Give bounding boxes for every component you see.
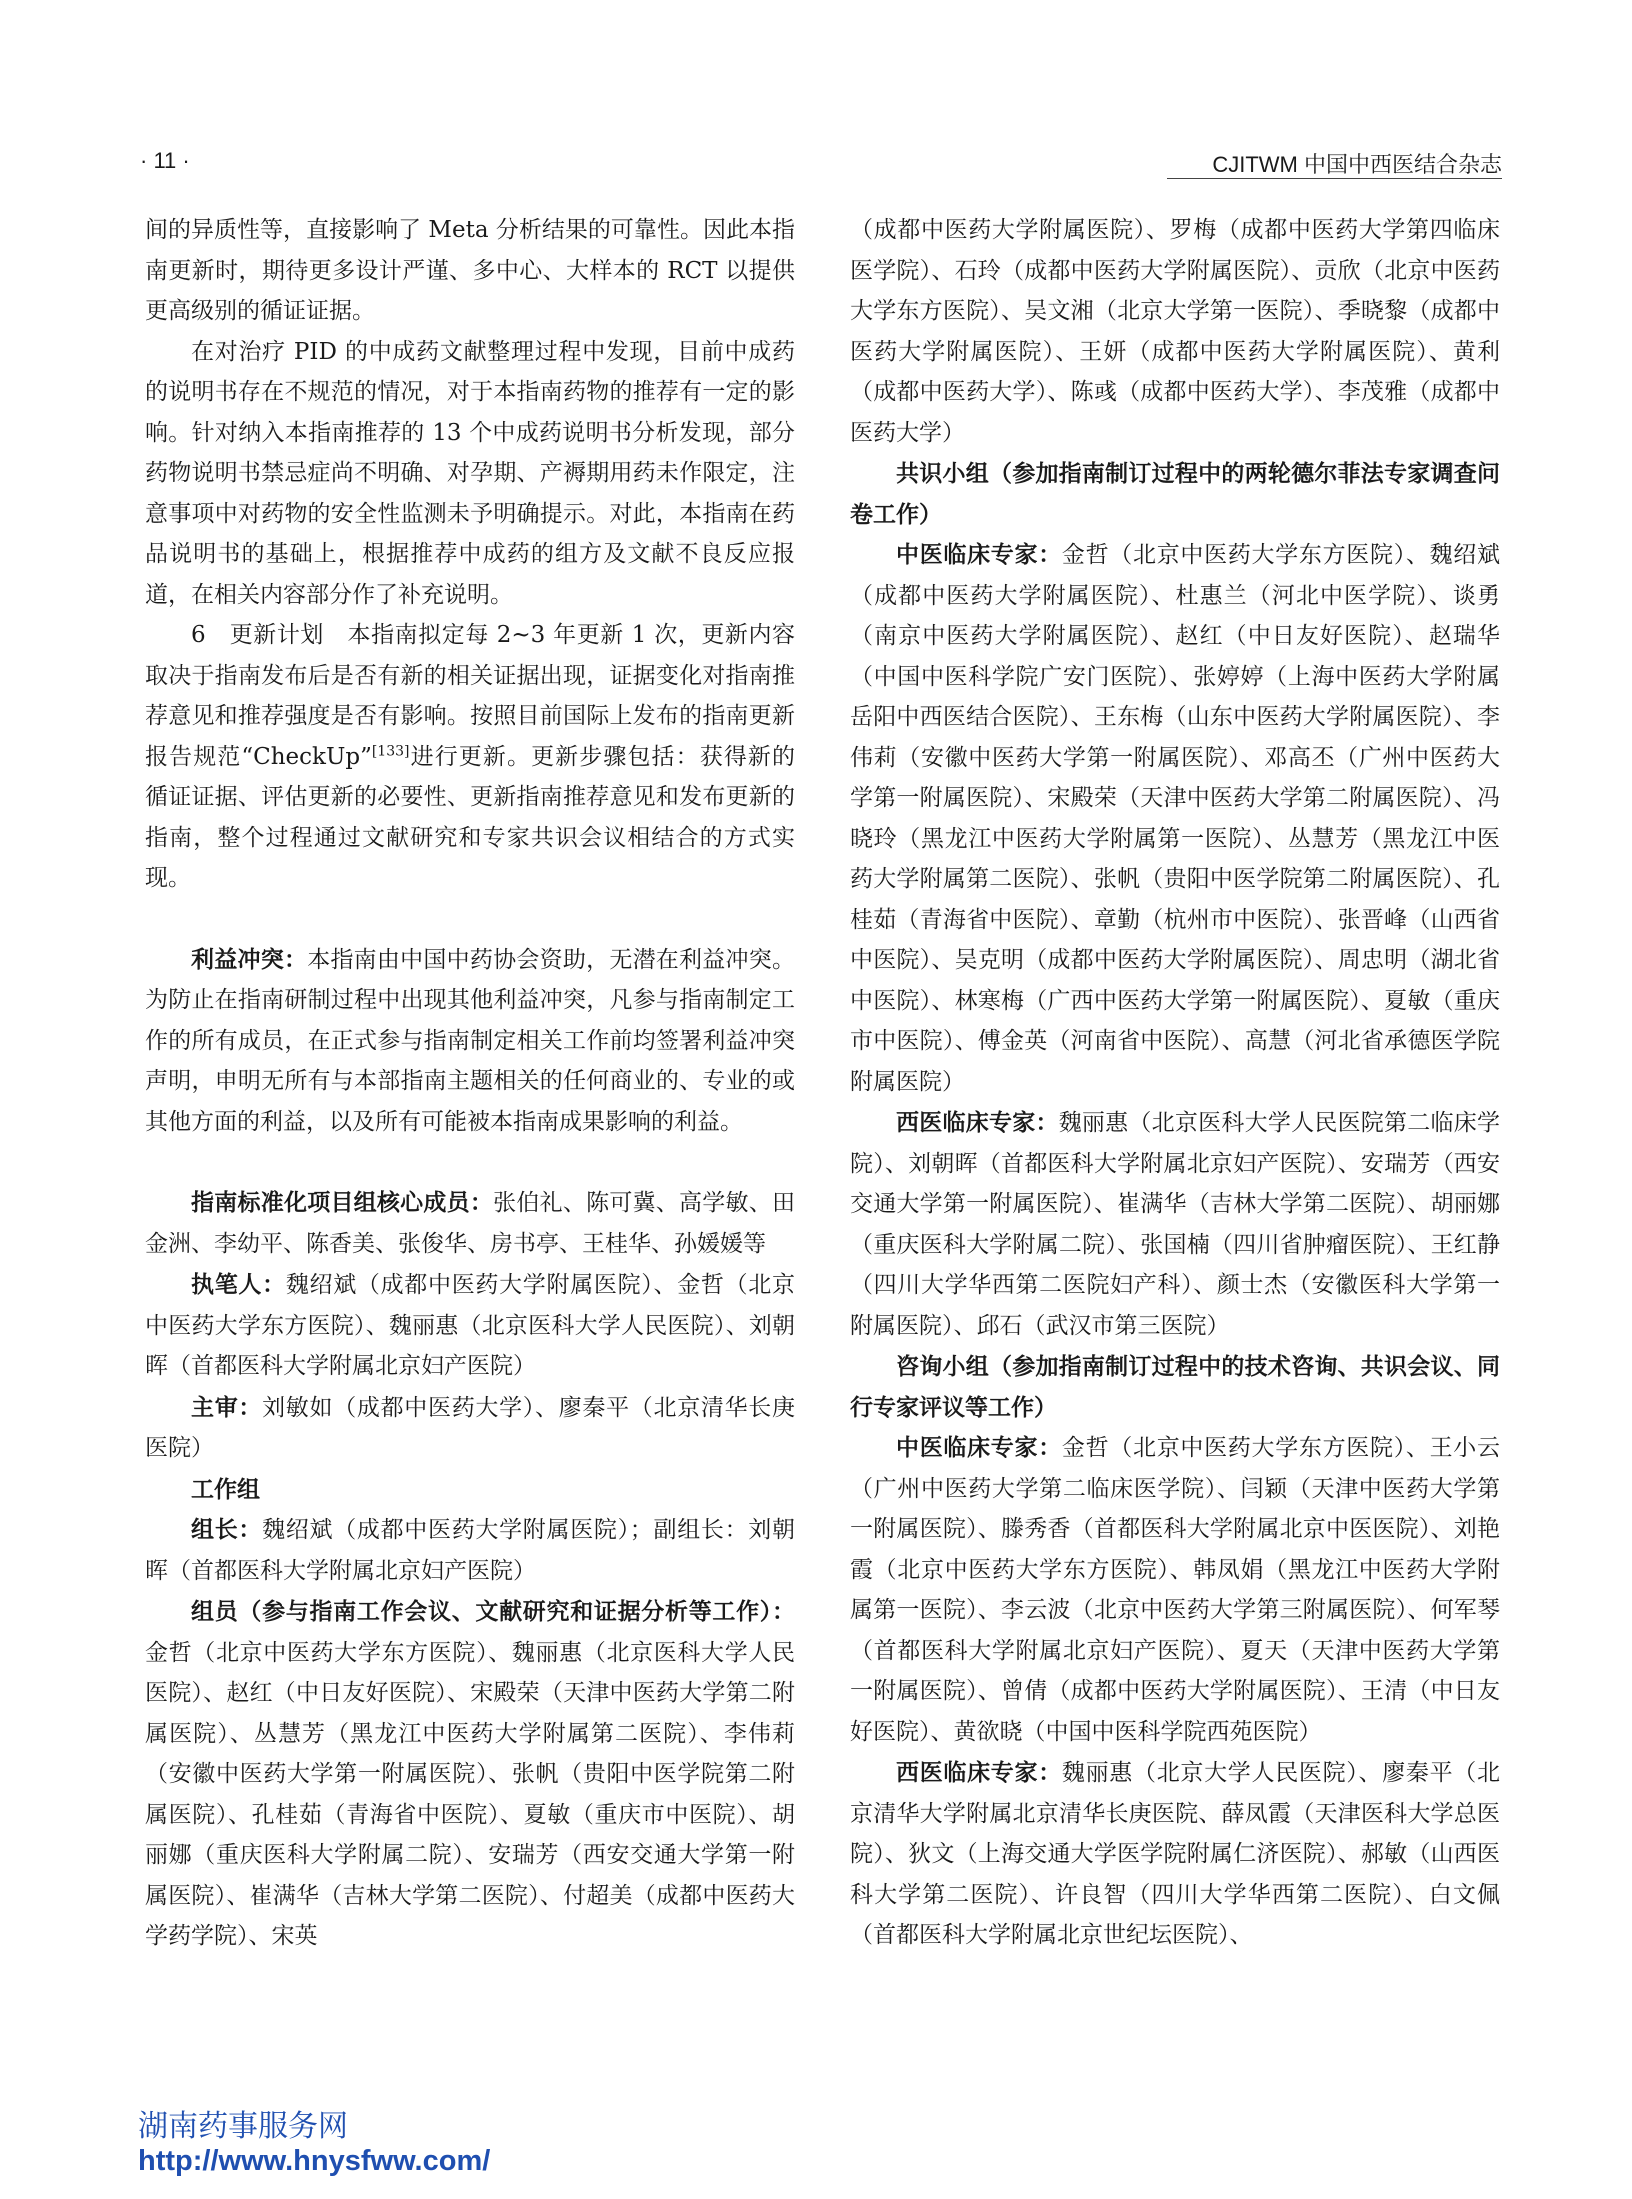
group-members: 组员（参与指南工作会议、文献研究和证据分析等工作）：金哲（北京中医药大学东方医院）、魏丽惠（北京医科大学人民医院）、赵红（中日友好医院）、宋殿荣（天津中医药大学第二附属医院）、丛慧芳（黑龙江中医药大学附属第二医院）、李伟莉（安徽中医药大学第一附属医院）、张帆（贵阳中医学院第二附属医院）、孔桂茹（青海省中医院）、夏敏（重庆市中医院）、胡丽娜（重庆医科大学附属二院）、安瑞芳（西安交通大学第一附属医院）、崔满华（吉林大学第二医院）、付超美（成都中医药大学药学院）、宋英 [145,1598,795,1949]
core-members: 指南标准化项目组核心成员：张伯礼、陈可冀、高学敏、田金洲、李幼平、陈香美、张俊华、房书亭、王桂华、孙媛媛等 [145,1189,796,1257]
update-plan-paragraph: 6 更新计划 本指南拟定每 2~3 年更新 1 次，更新内容取决于指南发布后是否有新的相关证据出现，证据变化对指南推荐意见和推荐强度是否有影响。按照目前国际上发布的指南更新报告规范“CheckUp”[133]进行更新。更新步骤包括：获得新的循证证据、评估更新的必要性、更新指南推荐意见和发布更新的指南，整个过程通过文献研究和专家共识会议相结合的方式实现。 [145,622,795,891]
tcm-label: 中医临床专家： [896,1434,1062,1460]
leader-label: 组长： [191,1516,263,1542]
watermark-url[interactable]: http://www.hnysfww.com/ [138,2145,491,2177]
citation[interactable]: [133] [371,742,410,759]
watermark [138,2110,490,2178]
core-label: 指南标准化项目组核心成员： [191,1189,494,1215]
consensus-group-heading: 共识小组（参加指南制订过程中的两轮德尔菲法专家调查问卷工作） [850,460,1500,527]
coi-label: 利益冲突： [191,945,308,972]
page-number: · 11 · [140,148,190,173]
consult-group-heading: 咨询小组（参加指南制订过程中的技术咨询、共识会议、同行专家评议等工作） [850,1353,1500,1420]
consult-western-experts: 西医临床专家：魏丽惠（北京大学人民医院）、廖秦平（北京清华大学附属北京清华长庚医院、薛凤霞（天津医科大学总医院）、狄文（上海交通大学医学院附属仁济医院）、郝敏（山西医科大学第二医院）、许良智（四川大学华西第二医院）、白文佩（首都医科大学附属北京世纪坛医院）、 [850,1759,1501,1948]
reviewers: 主审：刘敏如（成都中医药大学）、廖秦平（北京清华长庚医院） [145,1393,796,1461]
journal-name: CJITWM 中国中西医结合杂志 [1212,152,1502,177]
tcm-label: 中医临床专家： [896,541,1062,567]
reviewer-label: 主审： [191,1393,263,1420]
workgroup-heading: 工作组 [191,1475,260,1502]
page-header [140,140,1502,180]
left-column [145,210,795,1957]
western-label: 西医临床专家： [896,1109,1059,1135]
paragraph: 间的异质性等，直接影响了 Meta 分析结果的可靠性。因此本指南更新时，期待更多设计严谨、多中心、大样本的 RCT 以提供更高级别的循证证据。 [145,217,795,324]
spacer [145,899,795,939]
writer-label: 执笔人： [191,1271,286,1297]
group-leader: 组长：魏绍斌（成都中医药大学附属医院）；副组长：刘朝晖（首都医科大学附属北京妇产医院） [145,1516,796,1584]
spacer [145,1142,795,1182]
consensus-tcm-experts: 中医临床专家：金哲（北京中医药大学东方医院）、魏绍斌（成都中医药大学附属医院）、杜惠兰（河北中医学院）、谈勇（南京中医药大学附属医院）、赵红（中日友好医院）、赵瑞华（中国中医科学院广安门医院）、张婷婷（上海中医药大学附属岳阳中西医结合医院）、王东梅（山东中医药大学附属医院）、李伟莉（安徽中医药大学第一附属医院）、邓高丕（广州中医药大学第一附属医院）、宋殿荣（天津中医药大学第二附属医院）、冯晓玲（黑龙江中医药大学附属第一医院）、丛慧芳（黑龙江中医药大学附属第二医院）、张帆（贵阳中医学院第二附属医院）、孔桂茹（青海省中医院）、章勤（杭州市中医院）、张晋峰（山西省中医院）、吴克明（成都中医药大学附属医院）、周忠明（湖北省中医院）、林寒梅（广西中医药大学第一附属医院）、夏敏（重庆市中医院）、傅金英（河南省中医院）、高慧（河北省承德医学院附属医院） [850,541,1501,1095]
members-continued: （成都中医药大学附属医院）、罗梅（成都中医药大学第四临床医学院）、石玲（成都中医药大学附属医院）、贡欣（北京中医药大学东方医院）、吴文湘（北京大学第一医院）、季晓黎（成都中医药大学附属医院）、王妍（成都中医药大学附属医院）、黄利（成都中医药大学）、陈彧（成都中医药大学）、李茂雅（成都中医药大学） [850,217,1500,446]
watermark-site-name: 湖南药事服务网 [138,2109,348,2144]
members-label: 组员（参与指南工作会议、文献研究和证据分析等工作）： [191,1598,795,1624]
paragraph: 在对治疗 PID 的中成药文献整理过程中发现，目前中成药的说明书存在不规范的情况，对于本指南药物的推荐有一定的影响。针对纳入本指南推荐的 13 个中成药说明书分析发现，部分药物说明书禁忌症尚不明确、对孕期、产褥期用药未作限定，注意事项中对药物的安全性监测未予明确提示。对此，本指南在药品说明书的基础上，根据推荐中成药的组方及文献不良反应报道，在相关内容部分作了补充说明。 [145,338,795,608]
consult-tcm-experts: 中医临床专家：金哲（北京中医药大学东方医院）、王小云（广州中医药大学第二临床医学院）、闫颖（天津中医药大学第一附属医院）、滕秀香（首都医科大学附属北京中医医院）、刘艳霞（北京中医药大学东方医院）、韩凤娟（黑龙江中医药大学附属第一医院）、李云波（北京中医药大学第三附属医院）、何军琴（首都医科大学附属北京妇产医院）、夏天（天津中医药大学第一附属医院）、曾倩（成都中医药大学附属医院）、王清（中日友好医院）、黄欲晓（中国中医科学院西苑医院） [850,1434,1501,1745]
consensus-western-experts: 西医临床专家：魏丽惠（北京医科大学人民医院第二临床学院）、刘朝晖（首都医科大学附属北京妇产医院）、安瑞芳（西安交通大学第一附属医院）、崔满华（吉林大学第二医院）、胡丽娜（重庆医科大学附属二院）、张国楠（四川省肿瘤医院）、王红静（四川大学华西第二医院妇产科）、颜士杰（安徽医科大学第一附属医院）、邱石（武汉市第三医院） [850,1109,1501,1339]
conflict-of-interest: 利益冲突：本指南由中国中药协会资助，无潜在利益冲突。为防止在指南研制过程中出现其他利益冲突，凡参与指南制定工作的所有成员，在正式参与指南制定相关工作前均签署利益冲突声明，申明无所有与本部指南主题相关的任何商业的、专业的或其他方面的利益，以及所有可能被本指南成果影响的利益。 [145,945,796,1135]
header-rule [1167,178,1502,179]
writers: 执笔人：魏绍斌（成都中医药大学附属医院）、金哲（北京中医药大学东方医院）、魏丽惠（北京医科大学人民医院）、刘朝晖（首都医科大学附属北京妇产医院） [145,1271,796,1379]
right-column [850,210,1500,1956]
section-heading: 6 更新计划 [191,622,348,648]
western-label: 西医临床专家： [896,1759,1062,1785]
